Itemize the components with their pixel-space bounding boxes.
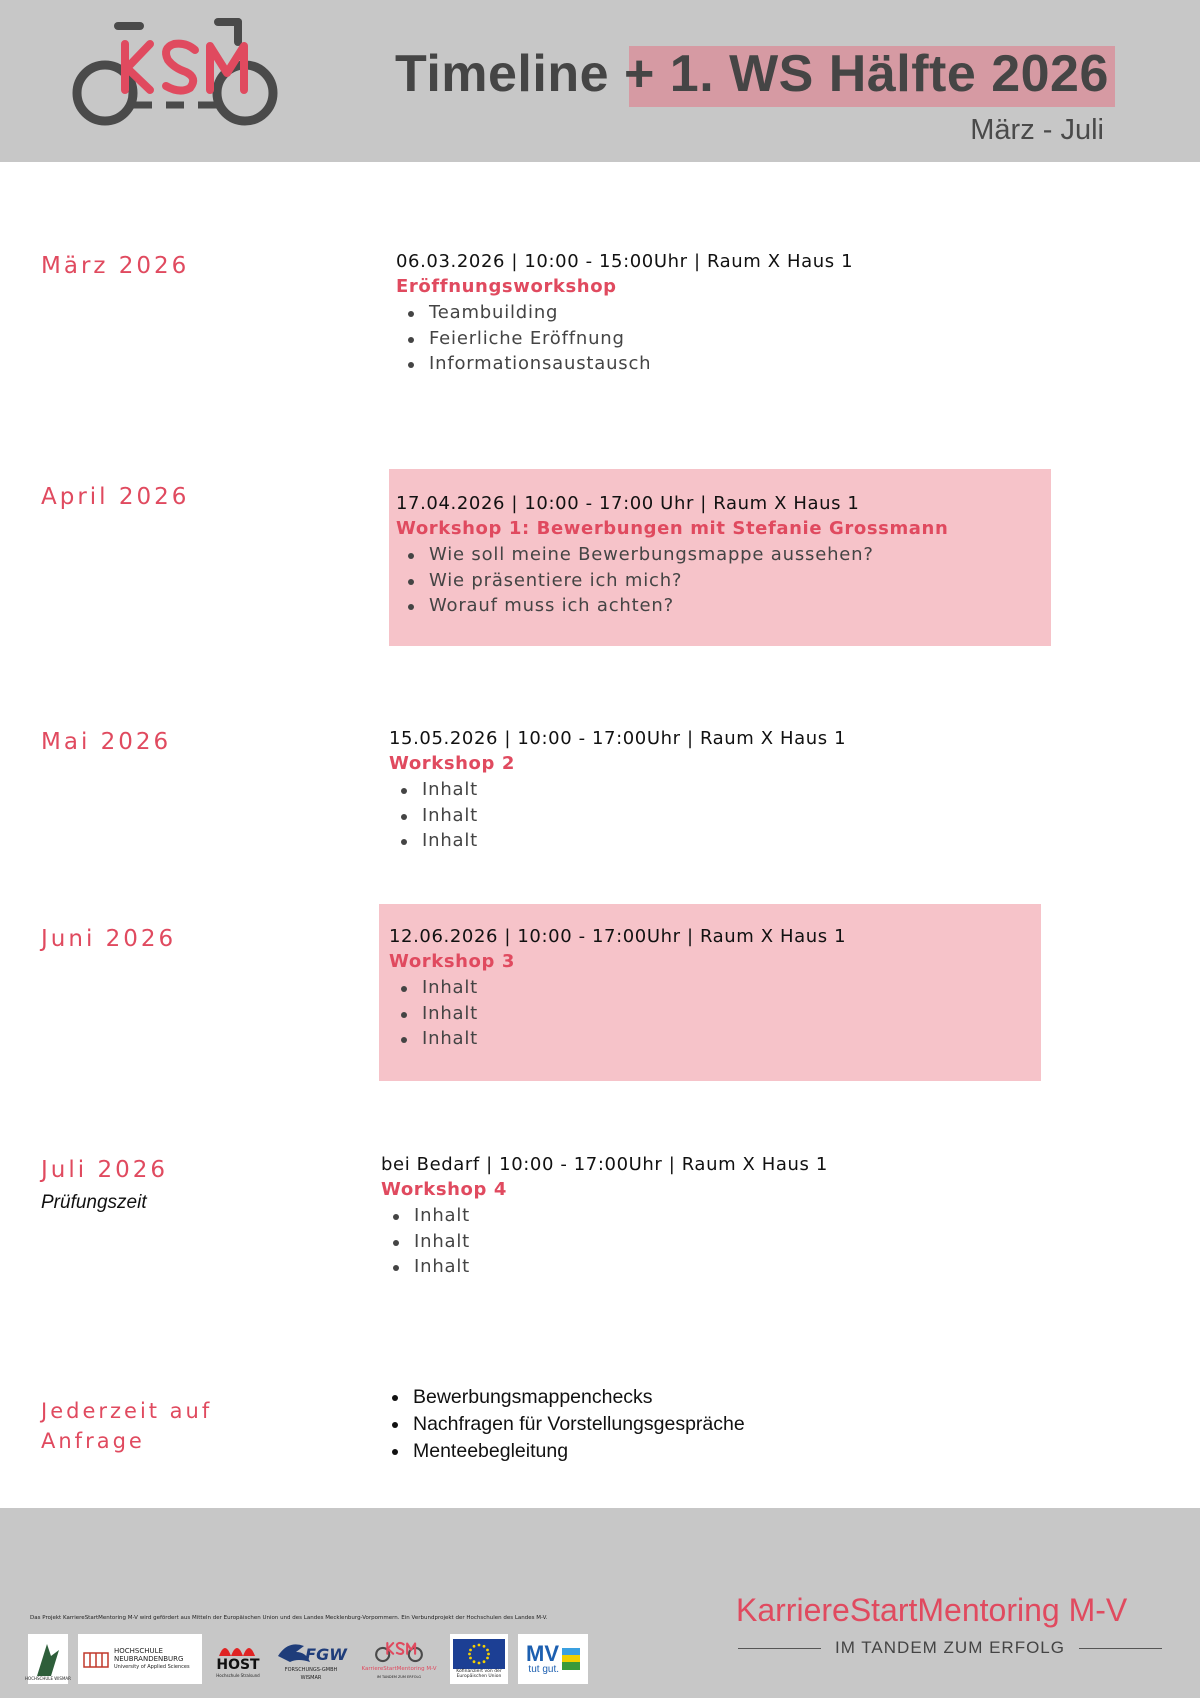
event-meta: 15.05.2026 | 10:00 - 17:00Uhr | Raum X Haus 1 — [389, 728, 847, 749]
mv-stripes-icon — [562, 1648, 580, 1670]
list-item: Inhalt — [381, 1254, 828, 1280]
wismar-emblem-icon — [25, 1636, 71, 1682]
fgw-sub: FORSCHUNGS-GMBH WISMAR — [284, 1667, 338, 1681]
ksm-small-sub: IM TANDEM ZUM ERFOLG — [376, 1675, 422, 1679]
list-item: Inhalt — [389, 777, 846, 803]
event-april — [396, 493, 948, 619]
list-item: Teambuilding — [396, 300, 853, 326]
anytime-services — [380, 1384, 745, 1465]
event-name: Workshop 3 — [389, 951, 515, 972]
list-item: Inhalt — [389, 975, 846, 1001]
neubrandenburg-name: HOCHSCHULE NEUBRANDENBURG — [114, 1647, 184, 1663]
event-name: Workshop 4 — [381, 1179, 507, 1200]
list-item: Informationsaustausch — [396, 351, 853, 377]
event-items — [381, 1203, 828, 1280]
month-label-mai: Mai 2026 — [41, 729, 172, 755]
month-label-maerz: März 2026 — [41, 253, 190, 279]
list-item: Wie präsentiere ich mich? — [396, 568, 948, 594]
list-item: Feierliche Eröffnung — [396, 326, 853, 352]
host-sails-icon — [215, 1638, 261, 1658]
tagline: IM TANDEM ZUM ERFOLG — [835, 1638, 1065, 1657]
list-item: Bewerbungsmappenchecks — [380, 1384, 745, 1411]
event-name: Eröffnungsworkshop — [396, 276, 617, 297]
event-items — [396, 300, 853, 377]
tagline-row — [738, 1638, 1162, 1658]
list-item: Wie soll meine Bewerbungsmappe aussehen? — [396, 542, 948, 568]
list-item: Inhalt — [389, 803, 846, 829]
divider — [738, 1648, 821, 1649]
svg-text:FGW: FGW — [305, 1645, 347, 1664]
event-meta: 17.04.2026 | 10:00 - 17:00 Uhr | Raum X Haus 1 — [396, 493, 860, 514]
event-meta: 06.03.2026 | 10:00 - 15:00Uhr | Raum X Haus 1 — [396, 251, 854, 272]
list-item: Inhalt — [389, 1026, 846, 1052]
partner-logos — [25, 1632, 588, 1686]
svg-text:HOCHSCHULE WISMAR: HOCHSCHULE WISMAR — [25, 1676, 71, 1681]
month-label-juli: Juli 2026 — [41, 1157, 168, 1183]
event-maerz — [396, 251, 853, 377]
mv-wordmark: MV — [526, 1641, 559, 1666]
event-meta: 12.06.2026 | 10:00 - 17:00Uhr | Raum X Haus 1 — [389, 926, 847, 947]
hochschule-stralsund-logo — [212, 1634, 264, 1684]
fgw-logo — [274, 1634, 348, 1684]
event-meta: bei Bedarf | 10:00 - 17:00Uhr | Raum X Haus 1 — [381, 1154, 828, 1175]
mv-sub: tut gut. — [528, 1664, 559, 1675]
month-label-april: April 2026 — [41, 484, 190, 510]
host-wordmark: HOST — [216, 1657, 260, 1673]
list-item: Nachfragen für Vorstellungsgespräche — [380, 1411, 745, 1438]
host-sub: Hochschule Stralsund — [216, 1673, 260, 1678]
divider — [1079, 1648, 1162, 1649]
funding-note: Das Projekt KarriereStartMentoring M-V wird gefördert aus Mitteln der Europäischen Union und des Landes Mecklenburg-Vorpommern. Ein Verbundprojekt der Hochschulen des Landes M-V. — [30, 1615, 548, 1621]
brand-name: KarriereStartMentoring M-V — [736, 1592, 1128, 1628]
month-label-juni: Juni 2026 — [41, 926, 177, 952]
list-item: Inhalt — [381, 1203, 828, 1229]
eu-logo — [450, 1634, 508, 1684]
eu-caption: Kofinanziert von der Europäischen Union — [456, 1669, 502, 1679]
ksm-bicycle-small-icon — [373, 1637, 425, 1665]
month-note-juli: Prüfungszeit — [41, 1192, 147, 1213]
neubrandenburg-gate-icon — [82, 1649, 110, 1669]
footer — [0, 1508, 1200, 1698]
event-name: Workshop 1: Bewerbungen mit Stefanie Grossmann — [396, 518, 949, 539]
anytime-label: Jederzeit auf Anfrage — [41, 1399, 213, 1453]
event-name: Workshop 2 — [389, 753, 515, 774]
list-item: Inhalt — [389, 1001, 846, 1027]
page-title: Timeline + 1. WS Hälfte 2026 — [395, 45, 1109, 103]
hochschule-wismar-logo — [25, 1634, 71, 1684]
hochschule-neubrandenburg-logo — [78, 1634, 202, 1684]
event-mai — [389, 728, 846, 854]
event-items — [389, 777, 846, 854]
ksm-small-name: KarriereStartMentoring M-V — [361, 1666, 437, 1672]
list-item: Inhalt — [381, 1229, 828, 1255]
event-items — [396, 542, 948, 619]
eu-flag-icon — [453, 1639, 505, 1669]
event-items — [389, 975, 846, 1052]
ksm-small-logo — [358, 1634, 440, 1684]
event-juli — [381, 1154, 828, 1280]
list-item: Worauf muss ich achten? — [396, 593, 948, 619]
header — [0, 0, 1200, 162]
list-item: Inhalt — [389, 828, 846, 854]
event-juni — [389, 926, 846, 1052]
neubrandenburg-sub: University of Applied Sciences — [114, 1664, 190, 1670]
mv-tut-gut-logo — [518, 1634, 588, 1684]
fgw-bird-icon — [276, 1636, 346, 1666]
page-subtitle: März - Juli — [970, 114, 1104, 146]
ksm-bicycle-logo — [70, 18, 280, 138]
list-item: Menteebegleitung — [380, 1438, 745, 1465]
